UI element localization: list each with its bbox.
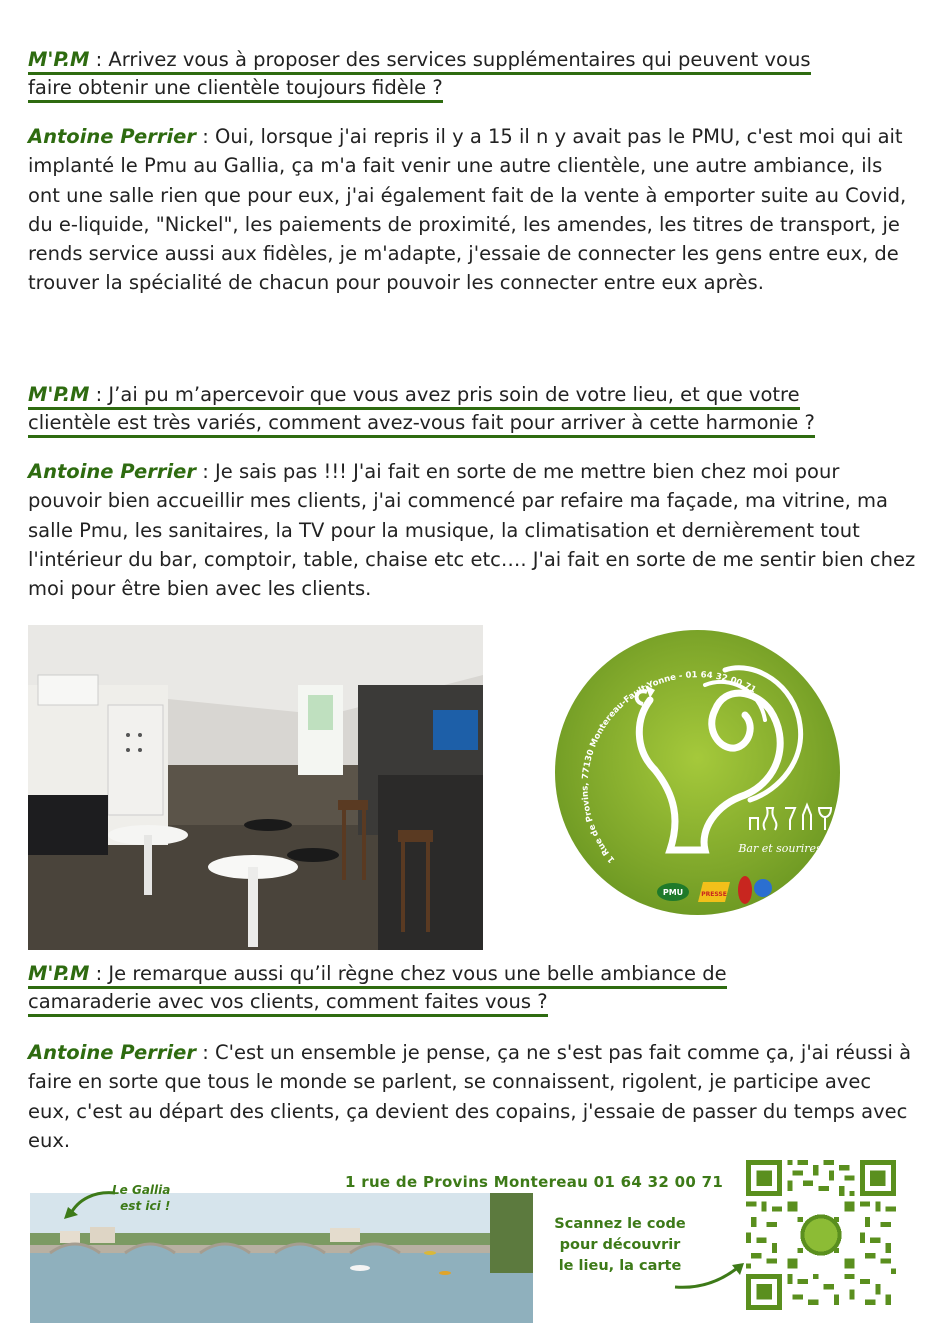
qr-code-icon (746, 1160, 896, 1310)
qr-code[interactable] (746, 1160, 896, 1310)
interviewer-name: M'P.M (28, 383, 90, 406)
logo-tagline: Bar et sourires (738, 842, 822, 855)
question-1-line1: : Arrivez vous à proposer des services supplémentaires qui peuvent vous (89, 48, 811, 71)
gallia-line2: est ici ! (120, 1199, 171, 1213)
interviewee-name: Antoine Perrier (28, 1041, 197, 1064)
fdj-badge-icon (738, 876, 752, 904)
answer-1-text: : Oui, lorsque j'ai repris il y a 15 il n y avait pas le PMU, c'est moi qui ait implanté le Pmu au Gallia, ça m'a fait venir une autre clientèle, une autre ambiance, ils ont une salle rien que pour eux, j'ai également fait de la vente à emporter suite au Covid, du e-liquide, "Nickel", les paiements de proximité, les amendes, les titres de transport, je rends service aussi aux fidèles, je m'adapte, j'essaie de connecter les gens entre eux, de trouver la spécialité de chacun pour pouvoir les connecter entre eux après. (28, 125, 907, 295)
presse-badge-label: PRESSE (701, 891, 727, 898)
answer-1 (28, 122, 918, 298)
answer-2-text: : Je sais pas !!! J'ai fait en sorte de me mettre bien chez moi pour pouvoir bien accueillir mes clients, j'ai commencé par refaire ma façade, ma vitrine, ma salle Pmu, les sanitaires, la TV pour la musique, la climatisation et dernièrement tout l'intérieur du bar, comptoir, table, chaise etc etc…. J'ai fait en sorte de me sentir bien chez moi pour être bien avec les clients. (28, 460, 916, 601)
logo-ring-text (580, 670, 757, 864)
bar-interior-photo (28, 625, 483, 950)
interviewee-name: Antoine Perrier (28, 460, 197, 483)
answer-2 (28, 457, 918, 603)
bar-interior-illustration (28, 625, 483, 950)
footer-address: 1 rue de Provins Montereau 01 64 32 00 71 (345, 1173, 724, 1191)
question-2-line1: : J’ai pu m’apercevoir que vous avez pris soin de votre lieu, et que votre (89, 383, 800, 406)
scan-line1: Scannez le code (554, 1216, 686, 1232)
rooster-logo-art (555, 630, 840, 915)
interviewer-name: M'P.M (28, 48, 90, 71)
interviewee-name: Antoine Perrier (28, 125, 197, 148)
answer-3-text: : C'est un ensemble je pense, ça ne s'est pas fait comme ça, j'ai réussi à faire en sorte que tous le monde se parlent, se connaissent, rigolent, je participe avec eux, c'est au départ des clients, ça devient des copains, j'essaie de passer du temps avec eux. (28, 1041, 912, 1152)
scan-line3: le lieu, la carte (558, 1258, 682, 1274)
question-3 (28, 960, 918, 1016)
question-1-line2: faire obtenir une clientèle toujours fidèle ? (28, 76, 443, 103)
answer-3 (28, 1038, 918, 1155)
question-2 (28, 381, 918, 437)
gallia-logo (555, 630, 840, 915)
scan-line2: pour découvrir (559, 1237, 681, 1253)
question-2-line2: clientèle est très variés, comment avez-vous fait pour arriver à cette harmonie ? (28, 411, 815, 438)
gallia-location-label (112, 1182, 170, 1214)
question-1 (28, 46, 918, 102)
clover-badge-icon (754, 879, 772, 897)
arrow-left-icon (60, 1185, 120, 1225)
logo-ring-textpath: 1 Rue de Provins, 77130 Montereau-Fault-Yonne - 01 64 32 00 71 (580, 670, 758, 865)
interviewer-name: M'P.M (28, 962, 90, 985)
question-3-line1: : Je remarque aussi qu’il règne chez vous une belle ambiance de (89, 962, 727, 985)
question-3-line2: camaraderie avec vos clients, comment faites vous ? (28, 990, 548, 1017)
arrow-right-icon (670, 1255, 750, 1295)
pmu-badge-label: PMU (662, 888, 684, 897)
gallia-line1: Le Gallia (112, 1183, 171, 1197)
